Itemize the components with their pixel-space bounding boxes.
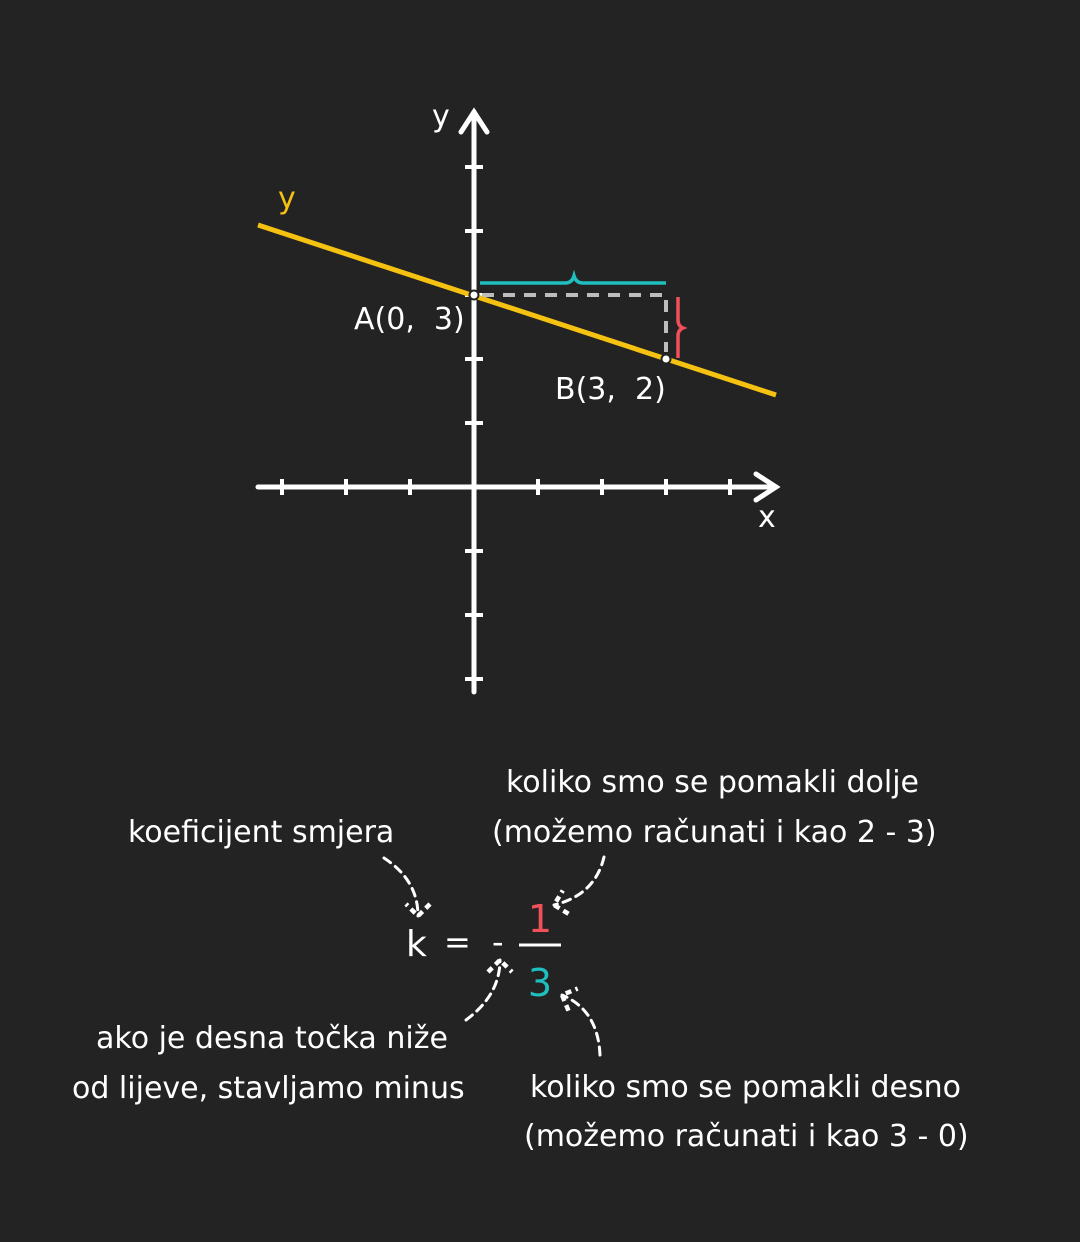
coefficient-note: koeficijent smjera [128,815,395,850]
point-a-label: A(0, 3) [354,302,465,337]
x-axis-label: x [758,500,776,535]
down-note-line1: koliko smo se pomakli dolje [506,765,919,800]
y-axis-label: y [432,99,450,134]
formula-equals: = [444,923,471,961]
formula-denominator: 3 [527,961,553,1005]
right-note-line2: (možemo računati i kao 3 - 0) [524,1119,969,1154]
formula-k: k [406,924,427,965]
point-a [470,291,479,300]
point-b-label: B(3, 2) [555,372,666,407]
down-note-line2: (možemo računati i kao 2 - 3) [492,815,937,850]
minus-note-line1: ako je desna točka niže [96,1021,448,1056]
point-b [662,355,671,364]
formula-numerator: 1 [527,897,553,941]
minus-note-line2: od lijeve, stavljamo minus [72,1071,465,1106]
formula-minus: - [492,923,504,961]
line-label: y [278,181,296,216]
right-note-line1: koliko smo se pomakli desno [530,1070,961,1105]
